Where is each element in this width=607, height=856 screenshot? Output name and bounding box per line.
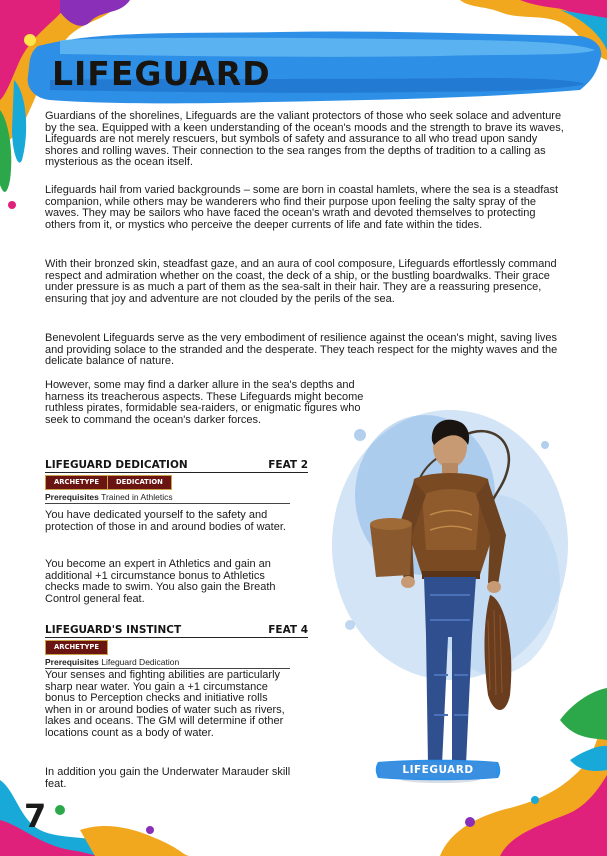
feat-level: FEAT 4 xyxy=(268,624,308,636)
prereq-value: Lifeguard Dedication xyxy=(101,657,180,667)
feat-name: LIFEGUARD'S INSTINCT xyxy=(45,624,182,636)
trait-list xyxy=(45,640,108,655)
prereq-label: Prerequisites xyxy=(45,657,99,667)
intro-paragraph: With their bronzed skin, steadfast gaze, and an aura of cool composure, Lifeguards effortlessly command respect and admiration whether on the coast, the deck of a ship, or the bustling boardwalks. Their grace under pressure is as much a part of them as the sea-salt in their hair. They are a reassuring presence, ensuring that joy and adventure are not clouded by the perils of the sea. xyxy=(45,258,557,305)
trait-badge: ARCHETYPE xyxy=(45,640,108,655)
intro-paragraph: Guardians of the shorelines, Lifeguards are the valiant protectors of those who seek solace and adventure by the sea. Equipped with a keen understanding of the ocean's moods and the strength to brave its waves, Lifeguards are not merely rescuers, but symbols of safety and assurance to all who tread upon sandy shores and rolling waves. Their connection to the sea ranges from the depths of tradition to a calling as mysterious as the ocean itself. xyxy=(45,110,564,169)
feat-prerequisites xyxy=(45,657,290,669)
feat-header xyxy=(45,624,308,638)
feat-text: Your senses and fighting abilities are particularly sharp near water. You gain a +1 circumstance bonus to Perception checks and initiative rolls when in or around bodies of water such as rivers, lakes and oceans. The GM will determine if other locations count as a body of water. xyxy=(45,669,285,739)
intro-paragraph: However, some may find a darker allure in the sea's depths and harness its treacherous aspects. These Lifeguards might become ruthless pirates, formidable sea-raiders, or enigmatic figures who seek to command the ocean's darker forces. xyxy=(45,379,364,426)
feat-level: FEAT 2 xyxy=(268,459,308,471)
feat-text: You become an expert in Athletics and gain an additional +1 circumstance bonus to Athletics checks made to swim. You also gain the Breath Control general feat. xyxy=(45,558,276,605)
trait-badge: DEDICATION xyxy=(108,475,172,490)
intro-paragraph: Lifeguards hail from varied backgrounds – some are born in coastal hamlets, where the sea is a steadfast companion, while others may be wanderers who find their purpose upon feeling the salty spray of the waves. They may be sailors who have faced the ocean's wrath and devoted themselves to protecting others from it, or mystics who perceive the deeper currents of life and fate within the tides. xyxy=(45,184,558,231)
feat-prerequisites xyxy=(45,492,290,504)
prereq-value: Trained in Athletics xyxy=(101,492,173,502)
feat-text: You have dedicated yourself to the safety and protection of those in and around bodies of water. xyxy=(45,509,286,533)
trait-list xyxy=(45,475,172,490)
trait-badge: ARCHETYPE xyxy=(45,475,108,490)
intro-paragraph: Benevolent Lifeguards serve as the very embodiment of resilience against the ocean's might, saving lives and providing solace to the stranded and the desperate. They teach respect for the mighty waves and the delicate balance of nature. xyxy=(45,332,558,368)
page-number: 7 xyxy=(24,797,47,835)
feat-text: In addition you gain the Underwater Marauder skill feat. xyxy=(45,766,291,790)
feat-header xyxy=(45,459,308,473)
lifeguard-illustration xyxy=(330,375,570,810)
feat-name: LIFEGUARD DEDICATION xyxy=(45,459,188,471)
illustration-caption: LIFEGUARD xyxy=(380,762,496,778)
prereq-label: Prerequisites xyxy=(45,492,99,502)
page-title: LIFEGUARD xyxy=(52,54,271,93)
